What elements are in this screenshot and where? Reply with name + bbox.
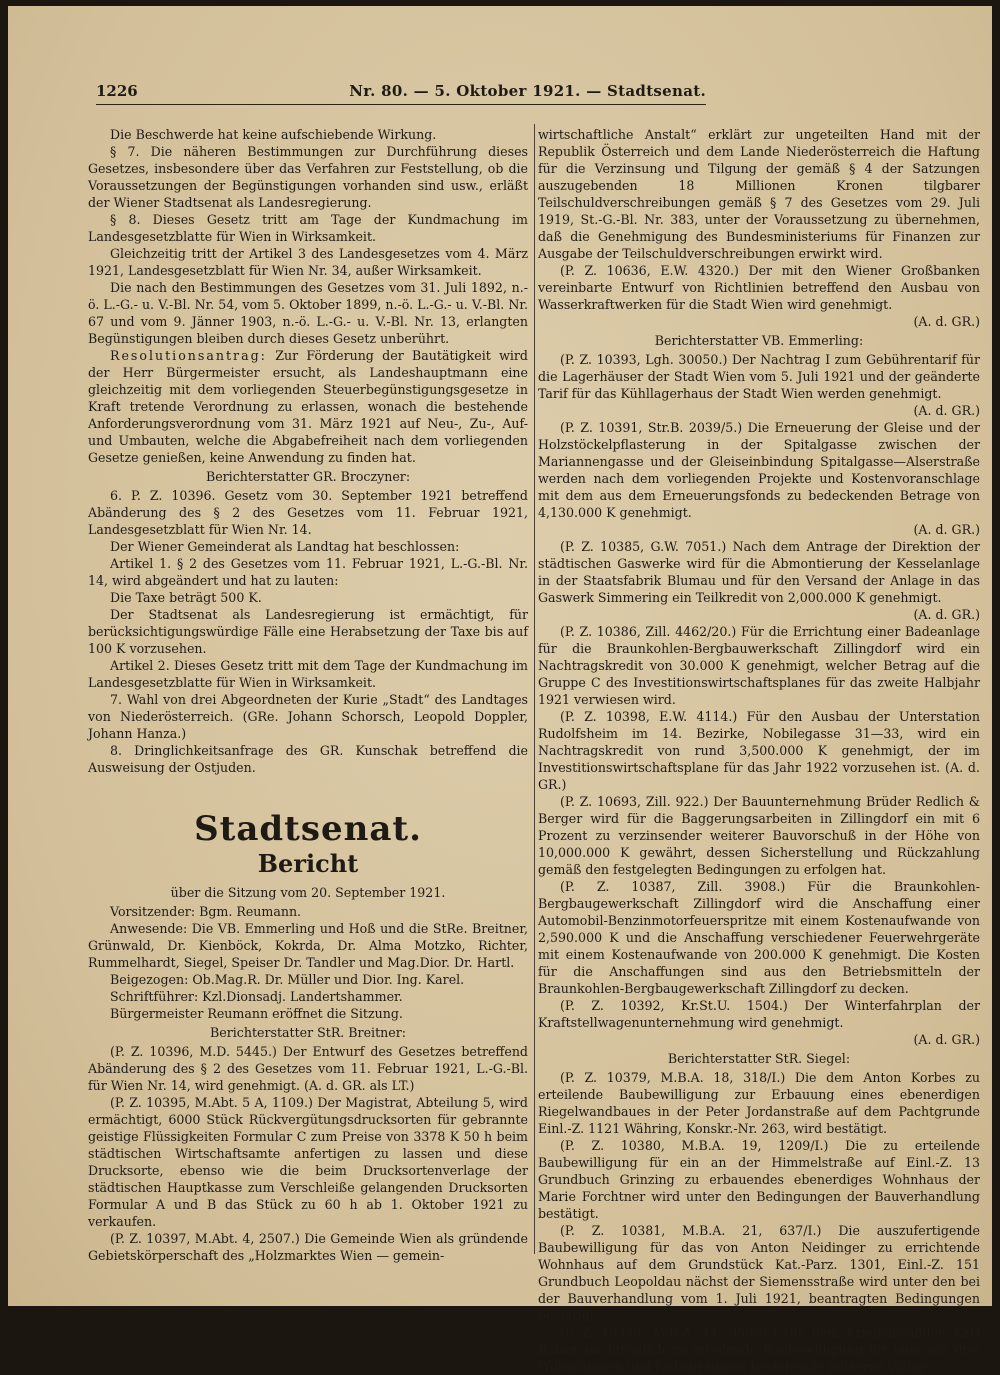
committee-tag: (A. d. GR.) bbox=[913, 1032, 980, 1047]
reporter-heading: Berichterstatter StR. Breitner: bbox=[210, 1025, 406, 1040]
paragraph: Die Taxe beträgt 500 K. bbox=[110, 590, 262, 605]
committee-tag: (A. d. GR.) bbox=[913, 607, 980, 622]
paragraph: (P. Z. 10398, E.W. 4114.) Für den Ausbau der Unterstation Rudolfsheim im 14. Bezirke, Nobilegasse 31—33, wird ein Nachtragskredit von rund 3,500.000 K genehmigt, der im Investitionswirtschaftsplane für das Jahr 1922 vorzusehen ist. (A. d. GR.) bbox=[538, 709, 980, 792]
paragraph: (P. Z. 10379, M.B.A. 18, 318/I.) Die dem Anton Korbes zu erteilende Baubewilligung zur Erbauung eines ebenerdigen Riegelwandbaues in der Peter Jordanstraße auf dem Pachtgrunde Einl.-Z. 1121 Währing, Konskr.-Nr. 263, wird bestätigt. bbox=[538, 1070, 980, 1136]
right-column bbox=[538, 126, 980, 1375]
column-divider bbox=[534, 124, 535, 1254]
paragraph: (P. Z. 10386, Zill. 4462/20.) Für die Errichtung einer Badeanlage für die Braunkohlen-Bergbauwerkschaft Zillingdorf wird ein Nachtragskredit von 30.000 K genehmigt, welcher Betrag auf die Gruppe C des Investitionswirtschaftsplanes für das zweite Halbjahr 1921 verwiesen wird. bbox=[538, 624, 980, 707]
present-line: Anwesende: Die VB. Emmerling und Hoß und die StRe. Breitner, Grünwald, Dr. Kienböck, Kokrda, Dr. Alma Motzko, Richter, Rummelhardt, Siegel, Speiser Dr. Tandler und Mag.Dior. Dr. Hartl. bbox=[88, 921, 528, 970]
paragraph: 8. Dringlichkeitsanfrage des GR. Kunschak betreffend die Ausweisung der Ostjuden. bbox=[88, 743, 528, 775]
attending-line: Beigezogen: Ob.Mag.R. Dr. Müller und Dior. Ing. Karel. bbox=[110, 972, 465, 987]
paragraph: Gleichzeitig tritt der Artikel 3 des Landesgesetzes vom 4. März 1921, Landesgesetzblatt für Wien Nr. 34, außer Wirksamkeit. bbox=[88, 246, 528, 278]
session-date: über die Sitzung vom 20. September 1921. bbox=[170, 885, 446, 900]
section-title: Stadtsenat. bbox=[194, 809, 422, 849]
paragraph: Der Stadtsenat als Landesregierung ist ermächtigt, für berücksichtigungswürdige Fälle eine Herabsetzung der Taxe bis auf 100 K vorzusehen. bbox=[88, 607, 528, 656]
paragraph: (P. Z. 10381, M.B.A. 21, 637/I.) Die auszufertigende Baubewilligung für das von Anton Neidinger zu errichtende Wohnhaus auf dem Grundstück Kat.-Parz. 1301, Einl.-Z. 151 Grundbuch Leopoldau nächst der Siemensstraße wird unter den bei der Bauverhandlung vom 1. Juli 1921, beantragten Bedingungen bestätigt. bbox=[538, 1223, 980, 1323]
paragraph: Artikel 2. Dieses Gesetz tritt mit dem Tage der Kundmachung im Landesgesetzblatte für Wien in Wirksamkeit. bbox=[88, 658, 528, 690]
paragraph: (P. Z. 10693, Zill. 922.) Der Bauunternehmung Brüder Redlich & Berger wird für die Baggerungsarbeiten in Zillingdorf ein mit 6 Prozent zu verzinsender weiterer Bauvorschuß in der Höhe von 10,000.000 K gewährt, dessen Sicherstellung und Rückzahlung gemäß den festgelegten Bedingungen zu erfolgen hat. bbox=[538, 794, 980, 877]
paragraph: (P. Z. 10387, Zill. 3908.) Für die Braunkohlen-Bergbaugewerkschaft Zillingdorf wird die Anschaffung einer Automobil-Benzinmotorfeuerspritze mit einem Kostenaufwande von 2,590.000 K und die Anschaffung verschiedener Feuerwehrgeräte mit einem Kostenaufwande von 200.000 K genehmigt. Die Kosten für die Anschaffungen sind aus den Betriebsmitteln der Braunkohlen-Bergbaugewerkschaft Zillingdorf zu decken. bbox=[538, 879, 980, 996]
resolution-text: Zur Förderung der Bautätigkeit wird der Herr Bürgermeister ersucht, als Landeshauptmann eine gleichzeitig mit dem vorliegenden Steuerbegünstigungsgesetze in Kraft tretende Verordnung zu erlassen, wonach die bestehende Anforderungsverordnung vom 31. März 1921 auf Neu-, Zu-, Auf- und Umbauten, welche die Abgabefreiheit nach dem vorliegenden Gesetze genießen, keine Anwendung zu finden hat. bbox=[88, 348, 528, 465]
running-title: Nr. 80. — 5. Oktober 1921. — Stadtsenat. bbox=[349, 82, 706, 100]
resolution-label: Resolutionsantrag: bbox=[110, 348, 267, 363]
paragraph: (P. Z. 10391, Str.B. 2039/5.) Die Erneuerung der Gleise und der Holzstöckelpflasterung in der Spitalgasse zwischen der Mariannengasse und der Gleiseinbindung Spitalgasse—Alserstraße werden nach dem vorliegenden Projekte und Kostenvoranschlage mit dem aus dem Erneuerungsfonds zu bedeckenden Betrage von 4,130.000 K genehmigt. bbox=[538, 420, 980, 520]
recorder-line: Schriftführer: Kzl.Dionsadj. Landertshammer. bbox=[110, 989, 403, 1004]
reporter-heading: Berichterstatter GR. Broczyner: bbox=[205, 469, 411, 484]
paragraph: (P. Z. 10378, M.B.A. 11, 350/II.) Die dem Kriegsinvaliden Karl Balzer nachträglich zu erteilende Baubewilligung für eine aus drei Wohnräumen und Nebenräumen bestehende hölzerne Wohn- bbox=[538, 1325, 980, 1374]
committee-tag: (A. d. GR.) bbox=[913, 314, 980, 329]
opening-line: Bürgermeister Reumann eröffnet die Sitzung. bbox=[110, 1006, 403, 1021]
resolution-paragraph bbox=[88, 347, 528, 466]
paragraph: Artikel 1. § 2 des Gesetzes vom 11. Februar 1921, L.-G.-Bl. Nr. 14, wird abgeändert und hat zu lauten: bbox=[88, 556, 528, 588]
page-number: 1226 bbox=[96, 82, 138, 100]
paragraph: (P. Z. 10393, Lgh. 30050.) Der Nachtrag I zum Gebührentarif für die Lagerhäuser der Stadt Wien vom 5. Juli 1921 und der geänderte Tarif für das Kühllagerhaus der Stadt Wien werden genehmigt. bbox=[538, 352, 980, 401]
committee-tag: (A. d. GR.) bbox=[913, 522, 980, 537]
paragraph: § 7. Die näheren Bestimmungen zur Durchführung dieses Gesetzes, insbesondere über das Verfahren zur Feststellung, ob die Voraussetzungen der Begünstigungen vorhanden sind usw., erläßt der Wiener Stadtsenat als Landesregierung. bbox=[88, 144, 528, 210]
page-header bbox=[96, 82, 706, 105]
paragraph: 6. P. Z. 10396. Gesetz vom 30. September 1921 betreffend Abänderung des § 2 des Gesetzes vom 11. Februar 1921, Landesgesetzblatt für Wien Nr. 14. bbox=[88, 488, 528, 537]
paragraph: wirtschaftliche Anstalt“ erklärt zur ungeteilten Hand mit der Republik Österreich und dem Lande Niederösterreich die Haftung für die Verzinsung und Tilgung der gemäß § 4 der Satzungen auszugebenden 18 Millionen Kronen tilgbarer Teilschuldverschreibungen gemäß § 7 des Gesetzes vom 29. Juli 1919, St.-G.-Bl. Nr. 383, unter der Voraussetzung zu übernehmen, daß die Genehmigung des Bundesministeriums für Finanzen zur Ausgabe der Teilschuldverschreibungen erwirkt wird. bbox=[538, 127, 980, 261]
paragraph: (P. Z. 10380, M.B.A. 19, 1209/I.) Die zu erteilende Baubewilligung für ein an der Himmelstraße auf Einl.-Z. 13 Grundbuch Grinzing zu erbauendes ebenerdiges Wohnhaus der Marie Forchtner wird unter den Bedingungen der Bauverhandlung bestätigt. bbox=[538, 1138, 980, 1221]
paragraph: § 8. Dieses Gesetz tritt am Tage der Kundmachung im Landesgesetzblatte für Wien in Wirksamkeit. bbox=[88, 212, 528, 244]
chair-line: Vorsitzender: Bgm. Reumann. bbox=[110, 904, 302, 919]
paragraph: (P. Z. 10385, G.W. 7051.) Nach dem Antrage der Direktion der städtischen Gaswerke wird für die Abmontierung der Kesselanlage in der Staatsfabrik Blumau und für den Versand der Anlage in das Gaswerk Simmering ein Teilkredit von 2,000.000 K genehmigt. bbox=[538, 539, 980, 605]
paragraph: (P. Z. 10392, Kr.St.U. 1504.) Der Winterfahrplan der Kraftstellwagenunternehmung wird genehmigt. bbox=[538, 998, 980, 1030]
paragraph: (P. Z. 10396, M.D. 5445.) Der Entwurf des Gesetzes betreffend Abänderung des § 2 des Gesetzes vom 11. Februar 1921, L.-G.-Bl. für Wien Nr. 14, wird genehmigt. (A. d. GR. als LT.) bbox=[88, 1044, 528, 1093]
section-subtitle: Bericht bbox=[257, 849, 359, 878]
paragraph: (P. Z. 10636, E.W. 4320.) Der mit den Wiener Großbanken vereinbarte Entwurf von Richtlinien betreffend den Ausbau von Wasserkraftwerken für die Stadt Wien wird genehmigt. bbox=[538, 263, 980, 312]
paragraph: Die nach den Bestimmungen des Gesetzes vom 31. Juli 1892, n.-ö. L.-G.- u. V.-Bl. Nr. 54, vom 5. Oktober 1899, n.-ö. L.-G.- u. V.-Bl. Nr. 67 und vom 9. Jänner 1903, n.-ö. L.-G.- u. V.-Bl. Nr. 13, erlangten Begünstigungen bleiben durch dieses Gesetz unberührt. bbox=[88, 280, 528, 346]
committee-tag: (A. d. GR.) bbox=[913, 403, 980, 418]
paragraph: (P. Z. 10397, M.Abt. 4, 2507.) Die Gemeinde Wien als gründende Gebietskörperschaft des „Holzmarktes Wien — gemein- bbox=[88, 1231, 528, 1263]
paragraph: Die Beschwerde hat keine aufschiebende Wirkung. bbox=[110, 127, 437, 142]
reporter-heading: Berichterstatter StR. Siegel: bbox=[667, 1051, 851, 1066]
paragraph: 7. Wahl von drei Abgeordneten der Kurie „Stadt“ des Landtages von Niederösterreich. (GRe. Johann Schorsch, Leopold Doppler, Johann Hanza.) bbox=[88, 692, 528, 741]
left-column bbox=[88, 126, 528, 1264]
newspaper-page bbox=[8, 6, 992, 1374]
paragraph: Der Wiener Gemeinderat als Landtag hat beschlossen: bbox=[110, 539, 460, 554]
reporter-heading: Berichterstatter VB. Emmerling: bbox=[654, 333, 864, 348]
paragraph: (P. Z. 10395, M.Abt. 5 A, 1109.) Der Magistrat, Abteilung 5, wird ermächtigt, 6000 Stück Rückvergütungsdrucksorten für gebrannte geistige Flüssigkeiten Formular C zum Preise von 3378 K 50 h beim städtischen Wirtschaftsamte anfertigen zu lassen und diese Drucksorte, ebenso wie die beim Drucksortenverlage der städtischen Hauptkasse zum Verschleiße gelangenden Drucksorten Formular A und B das Stück zu 60 h ab 1. Oktober 1921 zu verkaufen. bbox=[88, 1095, 528, 1229]
